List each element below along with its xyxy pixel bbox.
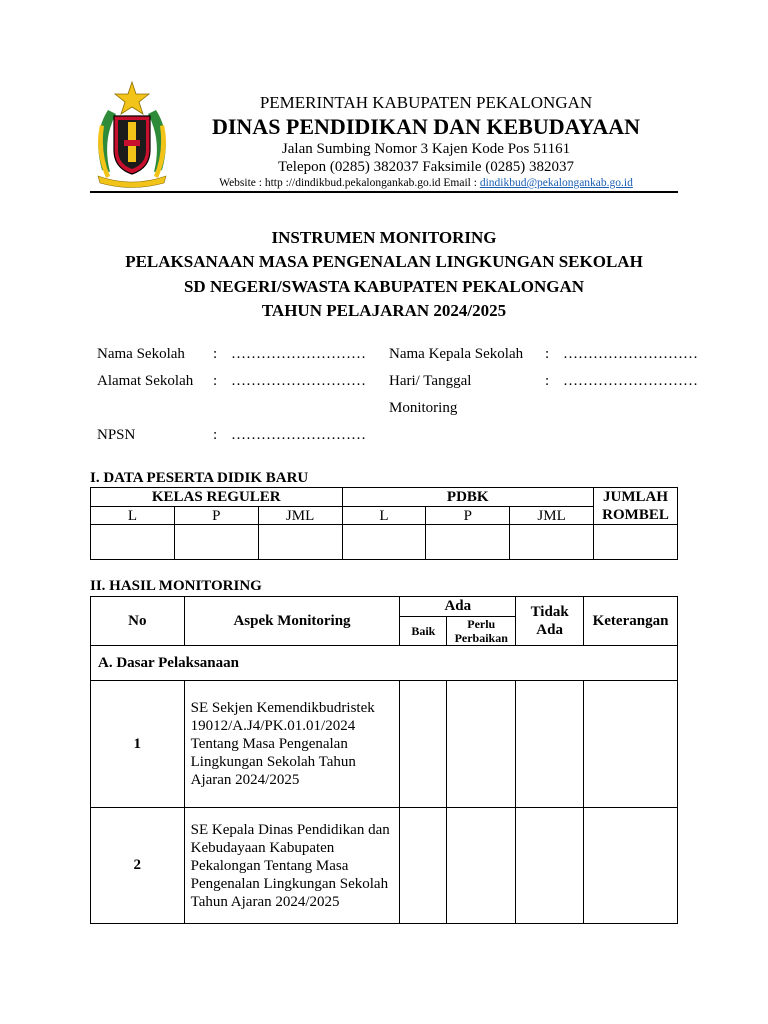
col-p: P: [426, 507, 510, 525]
field-nama-kepala[interactable]: ………………………: [563, 346, 698, 362]
web-prefix: Website : http ://dindikbud.pekalongankab.go.id Email :: [219, 177, 480, 189]
label-nama-sekolah: Nama Sekolah: [97, 346, 185, 362]
input-cell[interactable]: [91, 525, 175, 560]
input-cell[interactable]: [594, 525, 678, 560]
label-alamat-sekolah: Alamat Sekolah: [97, 373, 194, 389]
gov-name: PEMERINTAH KABUPATEN PEKALONGAN: [259, 93, 593, 112]
check-tidak-ada[interactable]: [516, 681, 584, 808]
input-cell[interactable]: [510, 525, 594, 560]
field-nama-sekolah[interactable]: ………………………: [231, 346, 366, 362]
table-row: [91, 808, 678, 924]
perbaikan-label: Perbaikan: [454, 631, 508, 645]
check-baik[interactable]: [400, 808, 447, 924]
header-pdbk: PDBK: [342, 488, 593, 507]
header-ada: Ada: [400, 597, 516, 617]
col-jml: JML: [510, 507, 594, 525]
colon: :: [545, 346, 550, 362]
ada-label: Ada: [536, 622, 563, 638]
student-data-table: [90, 487, 678, 560]
aspek-line: Tahun Ajaran 2024/2025: [190, 893, 340, 910]
col-l: L: [91, 507, 175, 525]
aspek-line: SE Sekjen Kemendikbudristek: [190, 700, 375, 716]
header-perlu-perbaikan: [447, 617, 516, 646]
header-aspek: Aspek Monitoring: [184, 597, 400, 646]
field-npsn[interactable]: ………………………: [231, 427, 366, 443]
field-alamat-sekolah[interactable]: ………………………: [231, 373, 366, 389]
row-number: 1: [91, 681, 185, 808]
input-cell[interactable]: [342, 525, 426, 560]
input-cell[interactable]: [174, 525, 258, 560]
header-jumlah-rombel: [594, 488, 678, 525]
aspek-line: Lingkungan Sekolah Tahun: [190, 754, 356, 770]
letterhead-rule: [90, 191, 678, 193]
colon: :: [213, 373, 218, 389]
agency-name: DINAS PENDIDIKAN DAN KEBUDAYAAN: [211, 114, 641, 139]
aspek-text: [184, 808, 400, 924]
colon: :: [213, 427, 218, 443]
field-hari-tanggal[interactable]: ………………………: [563, 373, 698, 389]
perlu-label: Perlu: [467, 617, 496, 631]
doc-title-4: TAHUN PELAJARAN 2024/2025: [261, 301, 507, 320]
header-no: No: [91, 597, 185, 646]
table-row: [91, 681, 678, 808]
rombel-label: ROMBEL: [602, 507, 669, 523]
label-nama-kepala: Nama Kepala Sekolah: [389, 346, 524, 362]
aspek-line: Pengenalan Lingkungan Sekolah: [190, 875, 389, 892]
doc-title-2: PELAKSANAAN MASA PENGENALAN LINGKUNGAN SEKOLAH: [125, 252, 643, 271]
check-baik[interactable]: [400, 681, 447, 808]
agency-address: Jalan Sumbing Nomor 3 Kajen Kode Pos 51161: [281, 141, 571, 157]
label-npsn: NPSN: [97, 427, 136, 443]
aspek-line: 19012/A.J4/PK.01.01/2024: [190, 718, 356, 734]
input-cell[interactable]: [426, 525, 510, 560]
header-kelas-reguler: KELAS REGULER: [91, 488, 343, 507]
aspek-line: Pekalongan Tentang Masa: [190, 857, 349, 874]
doc-title-1: INSTRUMEN MONITORING: [271, 228, 497, 247]
group-a-row: A. Dasar Pelaksanaan: [91, 646, 678, 681]
aspek-text: [184, 681, 400, 808]
col-l: L: [342, 507, 426, 525]
section-1-heading: I. DATA PESERTA DIDIK BARU: [90, 470, 309, 486]
check-tidak-ada[interactable]: [516, 808, 584, 924]
header-tidak-ada: [516, 597, 584, 646]
col-jml: JML: [258, 507, 342, 525]
doc-title-3: SD NEGERI/SWASTA KABUPATEN PEKALONGAN: [183, 277, 585, 296]
keterangan-cell[interactable]: [584, 681, 678, 808]
agency-phone: Telepon (0285) 382037 Faksimile (0285) 382037: [278, 159, 574, 175]
check-perlu-perbaikan[interactable]: [447, 808, 516, 924]
header-keterangan: Keterangan: [584, 597, 678, 646]
aspek-line: SE Kepala Dinas Pendidikan dan: [190, 821, 390, 838]
colon: :: [213, 346, 218, 362]
monitoring-table: [90, 596, 678, 924]
regency-emblem: [88, 80, 176, 188]
aspek-line: Ajaran 2024/2025: [190, 772, 300, 788]
section-2-heading: II. HASIL MONITORING: [90, 578, 262, 594]
keterangan-cell[interactable]: [584, 808, 678, 924]
row-number: 2: [91, 808, 185, 924]
header-baik: Baik: [400, 617, 447, 646]
label-monitoring: Monitoring: [389, 400, 458, 416]
aspek-line: Kebudayaan Kabupaten: [190, 839, 335, 856]
aspek-line: Tentang Masa Pengenalan: [190, 736, 348, 752]
email-link[interactable]: dindikbud@pekalongankab.go.id: [479, 177, 633, 189]
col-p: P: [174, 507, 258, 525]
check-perlu-perbaikan[interactable]: [447, 681, 516, 808]
agency-web: [176, 177, 676, 189]
tidak-label: Tidak: [530, 604, 569, 620]
colon: :: [545, 373, 550, 389]
input-cell[interactable]: [258, 525, 342, 560]
label-hari-tanggal: Hari/ Tanggal: [389, 373, 472, 389]
jumlah-label: JUMLAH: [603, 489, 668, 505]
